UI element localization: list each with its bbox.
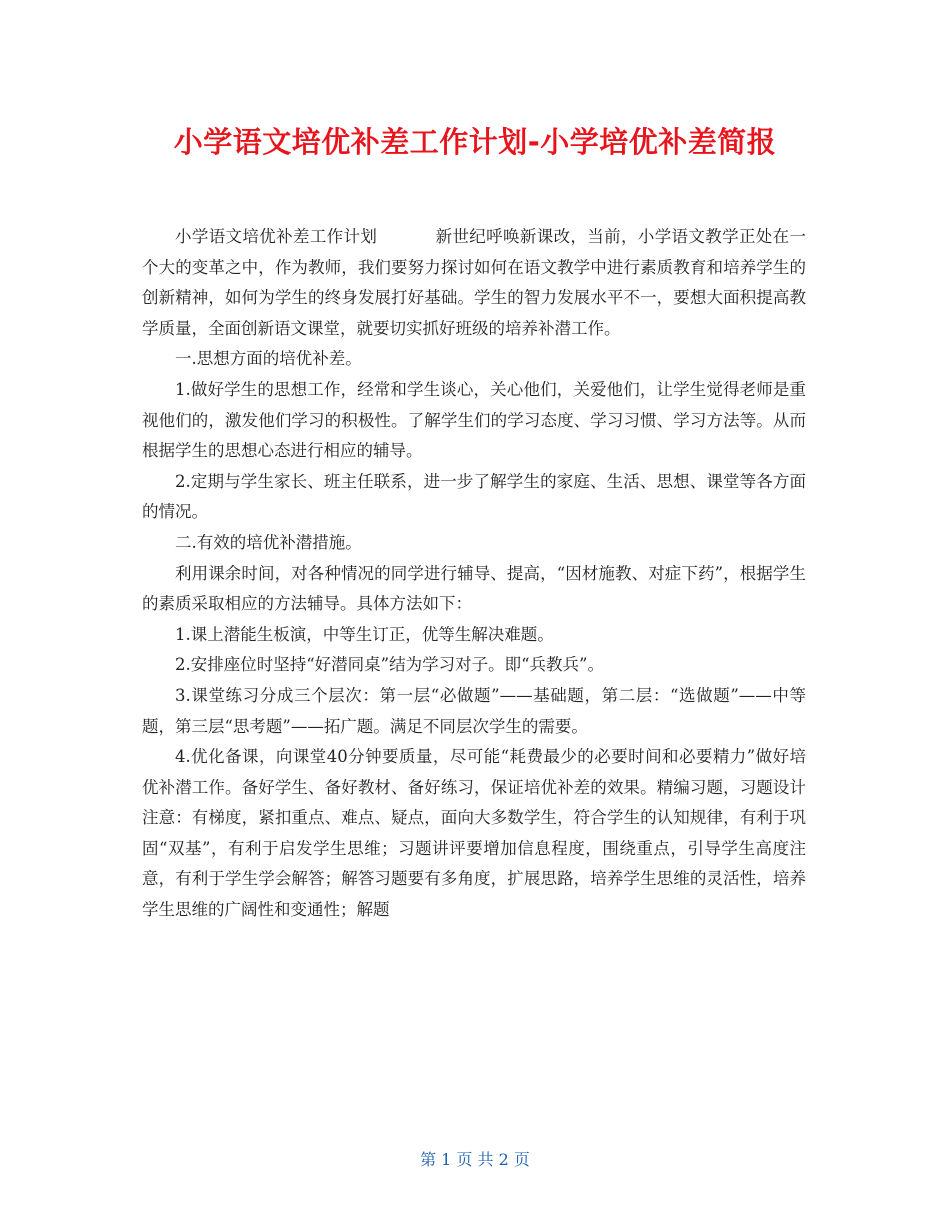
intro-lead: 小学语文培优补差工作计划: [175, 227, 378, 246]
body-paragraph: 2.安排座位时坚持“好潜同桌”结为学习对子。即“兵教兵”。: [175, 655, 604, 675]
body-paragraph: 2.定期与学生家长、班主任联系，进一步了解学生的家庭、生活、思想、课堂等各方面的情况。: [142, 471, 806, 522]
section-heading-2: 二.有效的培优补潜措施。: [175, 532, 362, 552]
section-heading-1: 一.思想方面的培优补差。: [175, 349, 362, 369]
body-paragraph: 1.课上潜能生板演，中等生订正，优等生解决难题。: [175, 624, 554, 644]
body-paragraph: 1.做好学生的思想工作，经常和学生谈心，关心他们，关爱他们，让学生觉得老师是重视他们的，激发他们学习的积极性。了解学生们的学习态度、学习习惯、学习方法等。从而根据学生的思想心态进行相应的辅导。: [142, 379, 806, 461]
document-title: 小学语文培优补差工作计划-小学培优补差简报: [173, 125, 777, 159]
intro-text: 新世纪呼唤新课改，当前，小学语文教学正处在一个大的变革之中，作为教师，我们要努力探讨如何在语文教学中进行素质教育和培养学生的创新精神，如何为学生的终身发展打好基础。学生的智力发展水平不一，要想大面积提高教学质量，全面创新语文课堂，就要切实抓好班级的培养补潜工作。: [142, 227, 807, 338]
body-paragraph: 4.优化备课，向课堂40分钟要质量，尽可能“耗费最少的必要时间和必要精力”做好培优补潜工作。备好学生、备好教材、备好练习，保证培优补差的效果。精编习题，习题设计注意：有梯度，紧扣重点、难点、疑点，面向大多数学生，符合学生的认知规律，有利于巩固“双基”，有利于启发学生思维；习题讲评要增加信息程度，围绕重点，引导学生高度注意，有利于学生学会解答；解答习题要有多角度，扩展思路，培养学生思维的灵活性，培养学生思维的广阔性和变通性；解题: [142, 747, 806, 920]
page-footer: 第 1 页 共 2 页: [420, 1150, 530, 1169]
document-body: [142, 222, 806, 926]
intro-paragraph: [142, 222, 806, 344]
body-paragraph: 利用课余时间，对各种情况的同学进行辅导、提高，“因材施教、对症下药”，根据学生的素质采取相应的方法辅导。具体方法如下：: [142, 563, 806, 614]
body-paragraph: 3.课堂练习分成三个层次：第一层“必做题”——基础题，第二层：“选做题”——中等题，第三层“思考题”——拓广题。满足不同层次学生的需要。: [142, 685, 806, 736]
